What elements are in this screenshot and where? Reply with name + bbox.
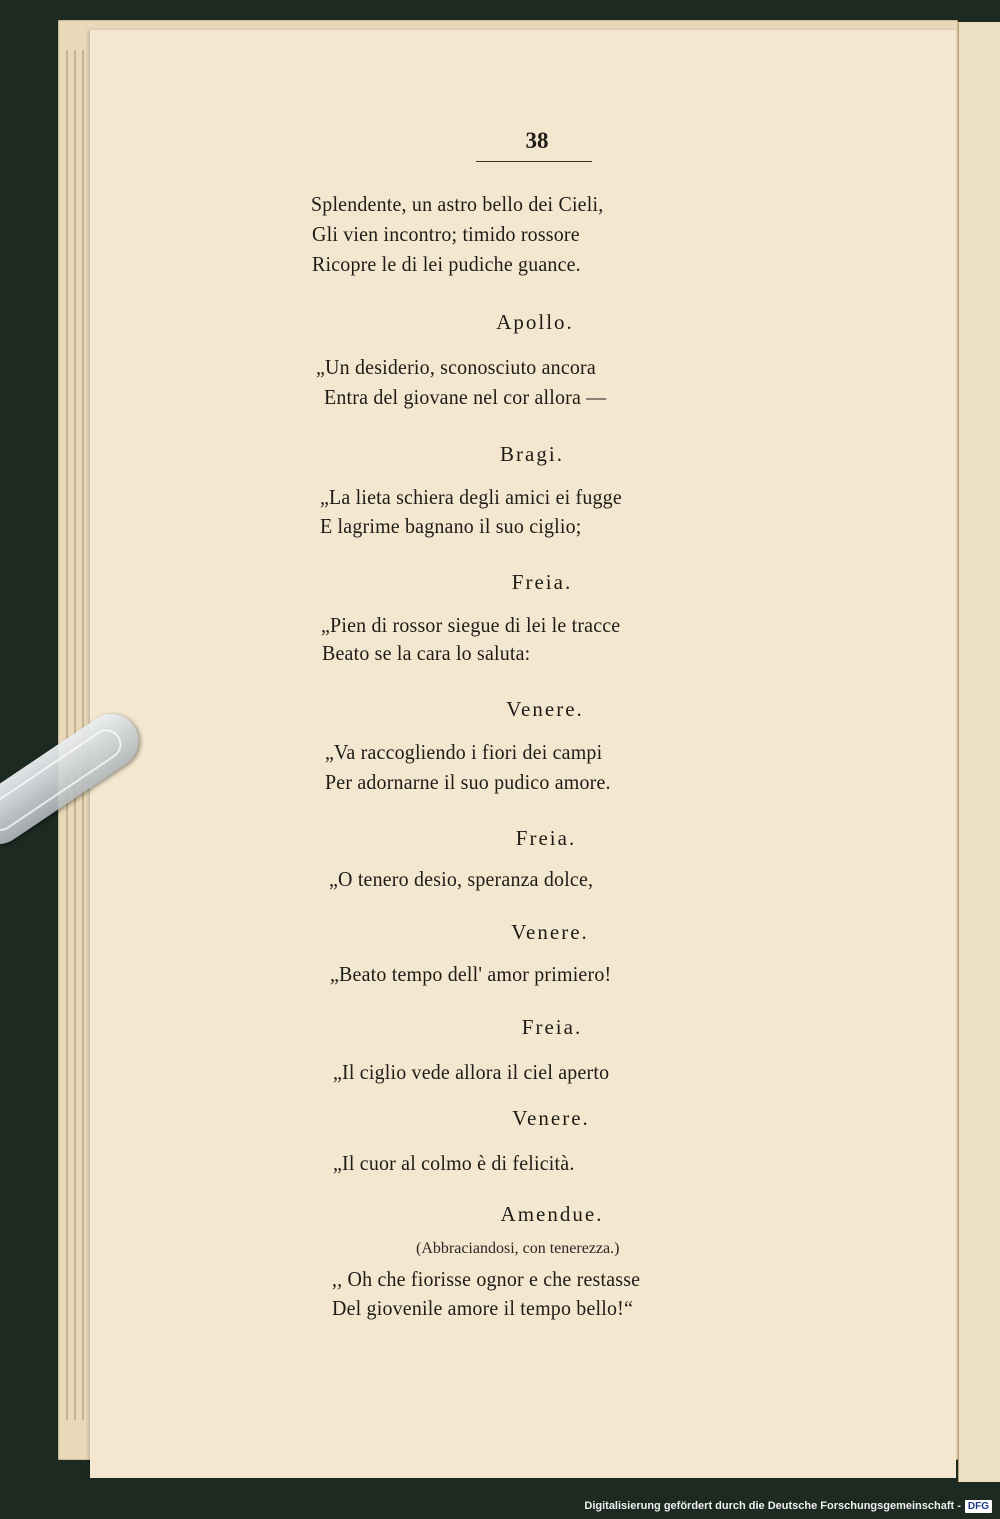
verse-line: ,, Oh che fiorisse ognor e che restasse xyxy=(332,1267,641,1291)
verse-line: „Il cuor al colmo è di felicità. xyxy=(333,1151,575,1175)
verse-line: „Pien di rossor siegue di lei le tracce xyxy=(321,613,621,637)
verse-line: Beato se la cara lo saluta: xyxy=(322,641,531,665)
speaker-heading: Venere. xyxy=(512,1106,590,1130)
speaker-heading: Freia. xyxy=(511,570,573,594)
verse-line: Per adornarne il suo pudico amore. xyxy=(325,770,611,794)
verse-line: Entra del giovane nel cor allora — xyxy=(324,385,607,409)
page-number: 38 xyxy=(525,128,549,153)
verse-line: „Va raccogliendo i fiori dei campi xyxy=(325,740,603,764)
speaker-heading: Amendue. xyxy=(500,1202,604,1226)
verse-line: „Un desiderio, sconosciuto ancora xyxy=(316,355,596,379)
verse-line: „Beato tempo dell' amor primiero! xyxy=(330,962,612,986)
speaker-heading: Venere. xyxy=(506,697,584,721)
verse-line: „La lieta schiera degli amici ei fugge xyxy=(320,485,622,509)
verse-line: Splendente, un astro bello dei Cieli, xyxy=(311,192,604,216)
verse-line: Gli vien incontro; timido rossore xyxy=(312,222,580,246)
header-rule xyxy=(476,161,592,162)
speaker-heading: Freia. xyxy=(521,1015,583,1039)
verse-line: Del giovenile amore il tempo bello!“ xyxy=(332,1296,634,1320)
speaker-heading: Apollo. xyxy=(496,310,574,334)
credit-text: Digitalisierung gefördert durch die Deutsche Forschungsgemeinschaft - xyxy=(584,1500,961,1512)
digitization-credit xyxy=(584,1497,992,1515)
speaker-heading: Bragi. xyxy=(500,442,564,466)
dfg-logo: DFG xyxy=(965,1500,992,1513)
verse-line: Ricopre le di lei pudiche guance. xyxy=(312,252,581,276)
speaker-heading: Freia. xyxy=(515,826,577,850)
stage-direction: (Abbraciandosi, con tenerezza.) xyxy=(416,1240,620,1257)
verse-line: E lagrime bagnano il suo ciglio; xyxy=(320,514,582,538)
verse-line: „O tenero desio, speranza dolce, xyxy=(329,867,594,891)
verse-line: „Il ciglio vede allora il ciel aperto xyxy=(333,1060,610,1084)
speaker-heading: Venere. xyxy=(511,920,589,944)
